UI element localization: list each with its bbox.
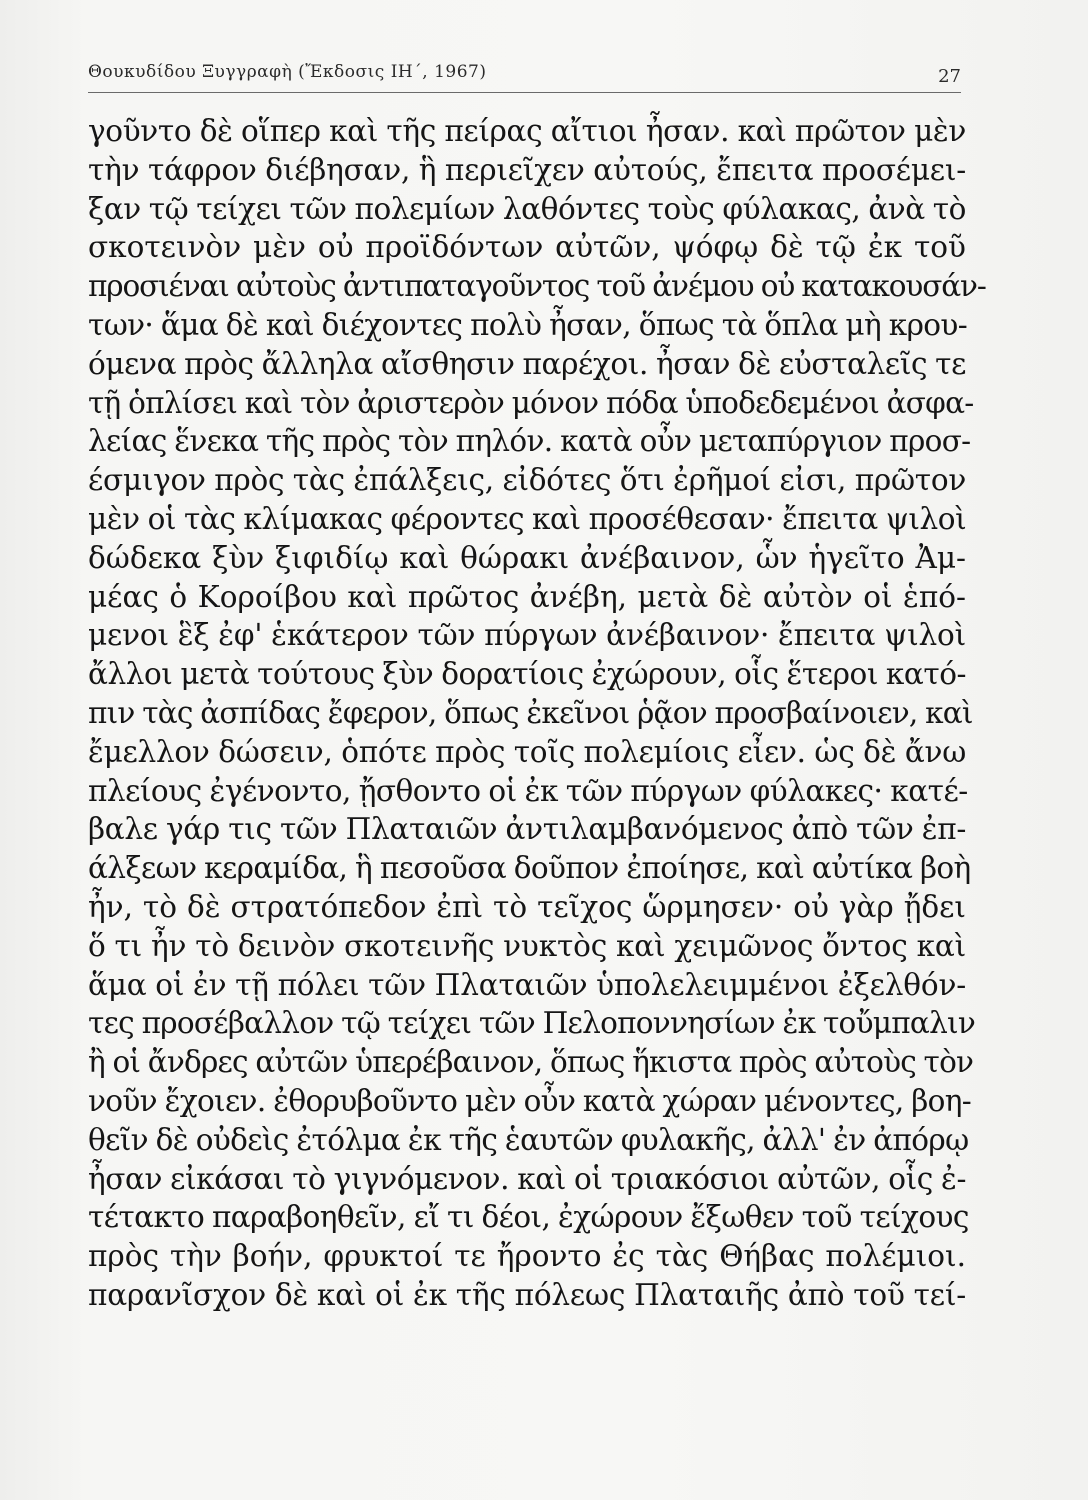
text-line: ξαν τῷ τείχει τῶν πολεμίων λαθόντες τοὺς φύλακας, ἀνὰ τὸ	[88, 191, 966, 226]
text-line: τες προσέβαλλον τῷ τείχει τῶν Πελοποννησίων ἐκ τοὔμπαλιν	[88, 1006, 976, 1041]
text-line: βαλε γάρ τις τῶν Πλαταιῶν ἀντιλαμβανόμενος ἀπὸ τῶν ἐπ-	[88, 812, 966, 847]
text-line: μέας ὁ Κοροίβου καὶ πρῶτος ἀνέβη, μετὰ δὲ αὐτὸν οἱ ἑπό-	[88, 579, 966, 614]
text-line: πλείους ἐγένοντο, ᾔσθοντο οἱ ἐκ τῶν πύργων φύλακες· κατέ-	[88, 773, 968, 808]
text-line: ὅ τι ἦν τὸ δεινὸν σκοτεινῆς νυκτὸς καὶ χειμῶνος ὄντος καὶ	[88, 928, 966, 963]
text-line: δώδεκα ξὺν ξιφιδίῳ καὶ θώρακι ἀνέβαινον, ὧν ἡγεῖτο Ἀμ-	[88, 540, 966, 575]
text-line: μὲν οἱ τὰς κλίμακας φέροντες καὶ προσέθεσαν· ἔπειτα ψιλοὶ	[88, 501, 967, 536]
text-line: ἔμελλον δώσειν, ὁπότε πρὸς τοῖς πολεμίοις εἶεν. ὡς δὲ ἄνω	[88, 734, 966, 769]
body-text	[88, 112, 986, 1315]
text-line: των· ἅμα δὲ καὶ διέχοντες πολὺ ἦσαν, ὅπως τὰ ὅπλα μὴ κρου-	[88, 307, 968, 342]
text-line: παρανῖσχον δὲ καὶ οἱ ἐκ τῆς πόλεως Πλαταιῆς ἀπὸ τοῦ τεί-	[88, 1277, 966, 1312]
text-line: πιν τὰς ἀσπίδας ἔφερον, ὅπως ἐκεῖνοι ῥᾷον προσβαίνοιεν, καὶ	[88, 695, 973, 730]
text-line: γοῦντο δὲ οἵπερ καὶ τῆς πείρας αἴτιοι ἦσαν. καὶ πρῶτον μὲν	[88, 114, 966, 148]
text-line: τὴν τάφρον διέβησαν, ἣ περιεῖχεν αὐτούς, ἔπειτα προσέμει-	[88, 152, 966, 187]
header-rule	[88, 92, 961, 93]
text-line: έσμιγον πρὸς τὰς ἐπάλξεις, εἰδότες ὅτι ἐρῆμοί εἰσι, πρῶτον	[88, 463, 966, 498]
text-line: τέτακτο παραβοηθεῖν, εἴ τι δέοι, ἐχώρουν ἔξωθεν τοῦ τείχους	[88, 1200, 969, 1235]
text-line: ἦσαν εἰκάσαι τὸ γιγνόμενον. καὶ οἱ τριακόσιοι αὐτῶν, οἷς ἐ-	[88, 1161, 966, 1196]
text-line: άλξεων κεραμίδα, ἣ πεσοῦσα δοῦπον ἐποίησε, καὶ αὐτίκα βοὴ	[88, 851, 971, 886]
text-line: σκοτεινὸν μὲν οὐ προϊδόντων αὐτῶν, ψόφῳ δὲ τῷ ἐκ τοῦ	[88, 230, 966, 265]
page-number: 27	[938, 66, 961, 87]
text-line: λείας ἕνεκα τῆς πρὸς τὸν πηλόν. κατὰ οὖν μεταπύργιον προσ-	[88, 424, 971, 459]
text-line: ἦν, τὸ δὲ στρατόπεδον ἐπὶ τὸ τεῖχος ὥρμησεν· οὐ γὰρ ᾔδει	[88, 889, 966, 924]
text-line: μενοι ἓξ ἐφ' ἑκάτερον τῶν πύργων ἀνέβαινον· ἔπειτα ψιλοὶ	[88, 618, 966, 653]
text-line: τῇ ὁπλίσει καὶ τὸν ἀριστερὸν μόνον πόδα ὑποδεδεμένοι ἀσφα-	[88, 385, 974, 420]
text-line: θεῖν δὲ οὐδεὶς ἐτόλμα ἐκ τῆς ἑαυτῶν φυλακῆς, ἀλλ' ἐν ἀπόρῳ	[88, 1122, 969, 1157]
text-line: ἢ οἱ ἄνδρες αὐτῶν ὑπερέβαινον, ὅπως ἥκιστα πρὸς αὐτοὺς τὸν	[88, 1045, 974, 1080]
running-header	[88, 52, 961, 92]
text-line: ἅμα οἱ ἐν τῇ πόλει τῶν Πλαταιῶν ὑπολελειμμένοι ἐξελθόν-	[88, 967, 966, 1002]
text-line: πρὸς τὴν βοήν, φρυκτοί τε ἤροντο ἐς τὰς Θήβας πολέμιοι.	[88, 1239, 966, 1274]
text-line: ἄλλοι μετὰ τούτους ξὺν δορατίοις ἐχώρουν, οἷς ἕτεροι κατό-	[88, 657, 967, 692]
text-line: όμενα πρὸς ἄλληλα αἴσθησιν παρέχοι. ἦσαν δὲ εὐσταλεῖς τε	[88, 346, 966, 381]
text-line: νοῦν ἔχοιεν. ἐθορυβοῦντο μὲν οὖν κατὰ χώραν μένοντες, βοη-	[88, 1083, 972, 1118]
running-title: Θουκυδίδου Ξυγγραφὴ (Ἔκδοσις ΙΗ΄, 1967)	[88, 62, 487, 82]
text-line: προσιέναι αὐτοὺς ἀντιπαταγοῦντος τοῦ ἀνέμου οὐ κατακουσάν-	[88, 269, 986, 304]
